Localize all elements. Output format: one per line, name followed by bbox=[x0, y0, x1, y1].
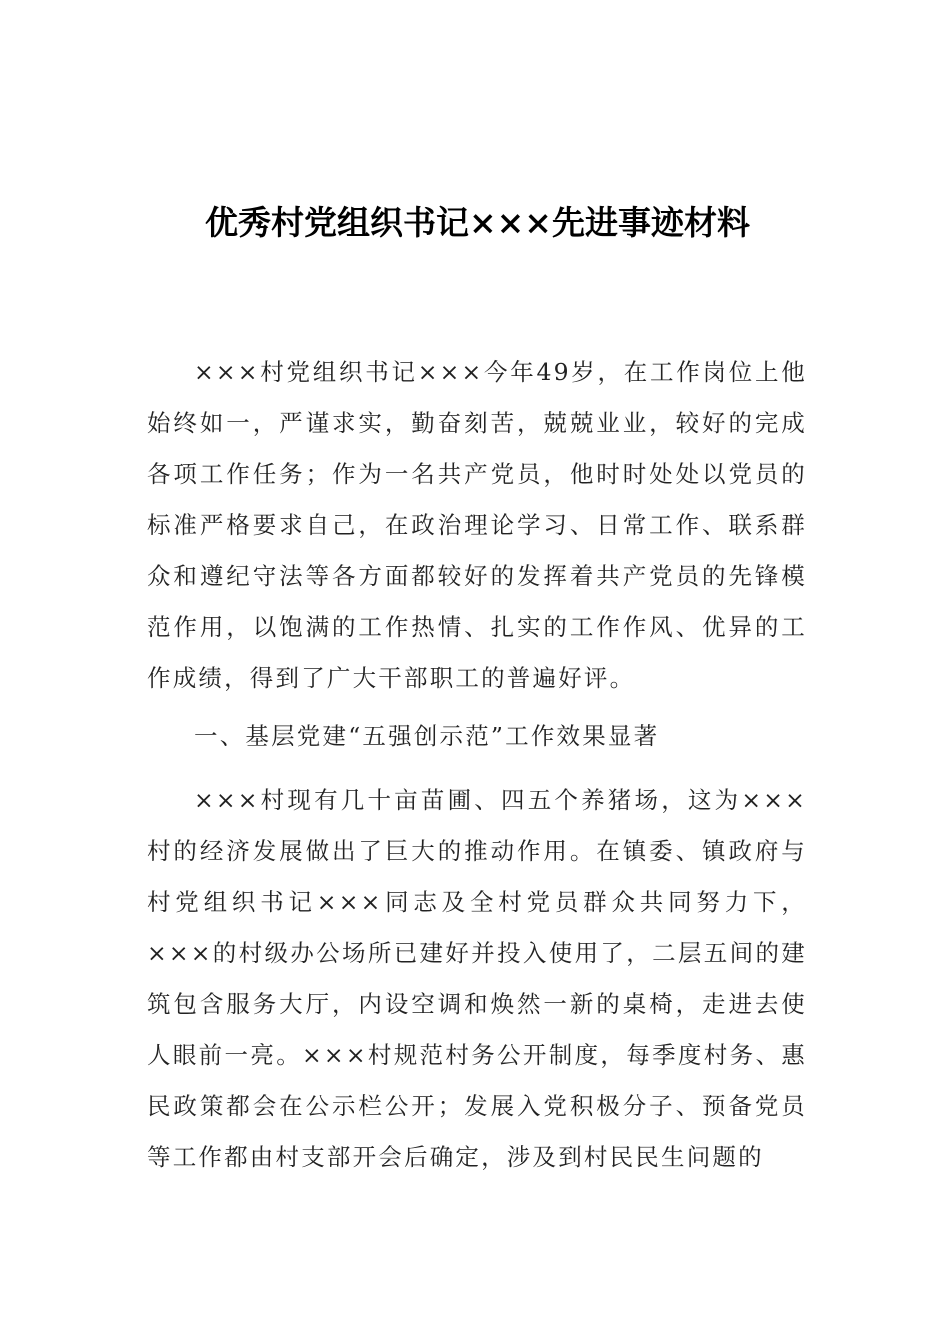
document-title: 优秀村党组织书记×××先进事迹材料 bbox=[205, 203, 750, 242]
intro-paragraph: ×××村党组织书记×××今年49岁，在工作岗位上他始终如一，严谨求实，勤奋刻苦，兢兢业业，较好的完成各项工作任务；作为一名共产党员，他时时处处以党员的标准严格要求自己，在政治理论学习、日常工作、联系群众和遵纪守法等各方面都较好的发挥着共产党员的先锋模范作用，以饱满的工作热情、扎实的工作作风、优异的工作成绩，得到了广大干部职工的普遍好评。 bbox=[147, 358, 807, 692]
section-heading: 一、基层党建“五强创示范”工作效果显著 bbox=[194, 722, 660, 750]
section-paragraph: ×××村现有几十亩苗圃、四五个养猪场，这为×××村的经济发展做出了巨大的推动作用。在镇委、镇政府与村党组织书记×××同志及全村党员群众共同努力下，×××的村级办公场所已建好并投入使用了，二层五间的建筑包含服务大厅，内设空调和焕然一新的桌椅，走进去使人眼前一亮。×××村规范村务公开制度，每季度村务、惠民政策都会在公示栏公开；发展入党积极分子、预备党员等工作都由村支部开会后确定，涉及到村民民生问题的 bbox=[147, 786, 807, 1171]
